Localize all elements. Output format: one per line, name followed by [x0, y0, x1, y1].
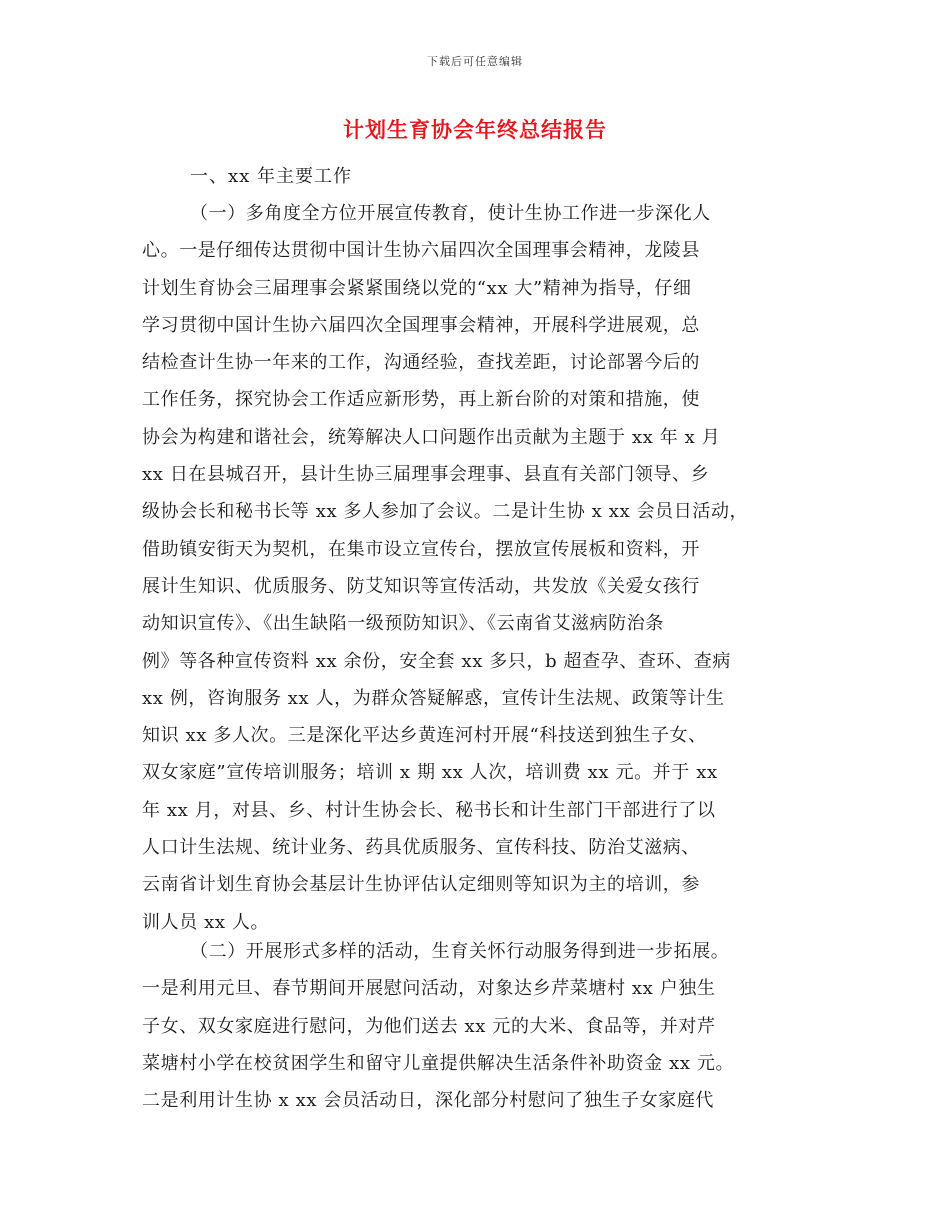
paragraph-line: 借助镇安街天为契机，在集市设立宣传台，摆放宣传展板和资料，开 — [142, 538, 700, 560]
paragraph-line: 计划生育协会三届理事会紧紧围绕以党的“xx 大”精神为指导，仔细 — [142, 277, 692, 299]
paragraph-line: 知识 xx 多人次。三是深化平达乡黄连河村开展“科技送到独生子女、 — [142, 725, 707, 747]
paragraph-line: （一）多角度全方位开展宣传教育，使计生协工作进一步深化人 — [190, 203, 711, 224]
paragraph-line: 结检查计生协一年来的工作，沟通经验，查找差距，讨论部署今后的 — [142, 352, 700, 374]
paragraph-line: 展计生知识、优质服务、防艾知识等宣传活动，共发放《关爱女孩行 — [142, 575, 700, 597]
section-heading: 一、xx 年主要工作 — [190, 166, 353, 187]
paragraph-line: 工作任务，探究协会工作适应新形势，再上新台阶的对策和措施，使 — [142, 389, 700, 411]
paragraph-line: 双女家庭”宣传培训服务；培训 x 期 xx 人次，培训费 xx 元。并于 xx — [142, 762, 718, 784]
paragraph-line: 菜塘村小学在校贫困学生和留守儿童提供解决生活条件补助资金 xx 元。 — [142, 1052, 735, 1074]
paragraph-line: 动知识宣传》、《出生缺陷一级预防知识》、《云南省艾滋病防治条 — [142, 613, 664, 635]
paragraph-line: 二是利用计生协 x xx 会员活动日，深化部分村慰问了独生子女家庭代 — [142, 1090, 715, 1112]
paragraph-line: xx 日在县城召开，县计生协三届理事会理事、县直有关部门领导、乡 — [142, 464, 710, 486]
paragraph-line: 子女、双女家庭进行慰问，为他们送去 xx 元的大米、食品等，并对芹 — [142, 1015, 716, 1037]
paragraph-1 — [142, 195, 842, 941]
paragraph-line: 云南省计划生育协会基层计生协评估认定细则等知识为主的培训，参 — [142, 874, 700, 896]
paragraph-line: 训人员 xx 人。 — [142, 911, 270, 933]
paragraph-line: 级协会长和秘书长等 xx 多人参加了会议。二是计生协 x xx 会员日活动， — [142, 501, 749, 523]
header-note: 下载后可任意编辑 — [427, 55, 523, 68]
paragraph-line: 年 xx 月，对县、乡、村计生协会长、秘书长和计生部门干部进行了以 — [142, 799, 716, 821]
paragraph-line: 一是利用元旦、春节期间开展慰问活动，对象达乡芹菜塘村 xx 户独生 — [142, 978, 716, 1000]
paragraph-line: 学习贯彻中国计生协六届四次全国理事会精神，开展科学进展观，总 — [142, 314, 700, 336]
paragraph-line: 协会为构建和谐社会，统筹解决人口问题作出贡献为主题于 xx 年 x 月 — [142, 426, 721, 448]
paragraph-line: 人口计生法规、统计业务、药具优质服务、宣传科技、防治艾滋病、 — [142, 837, 700, 859]
paragraph-2 — [142, 933, 842, 1119]
document-title: 计划生育协会年终总结报告 — [343, 117, 607, 142]
paragraph-line: （二）开展形式多样的活动，生育关怀行动服务得到进一步拓展。 — [190, 941, 730, 962]
paragraph-line: 例》等各种宣传资料 xx 余份，安全套 xx 多只，b 超查孕、查环、查病 — [142, 650, 731, 672]
paragraph-line: 心。一是仔细传达贯彻中国计生协六届四次全国理事会精神，龙陵县 — [142, 240, 700, 262]
paragraph-line: xx 例，咨询服务 xx 人，为群众答疑解惑，宣传计生法规、政策等计生 — [142, 687, 725, 709]
